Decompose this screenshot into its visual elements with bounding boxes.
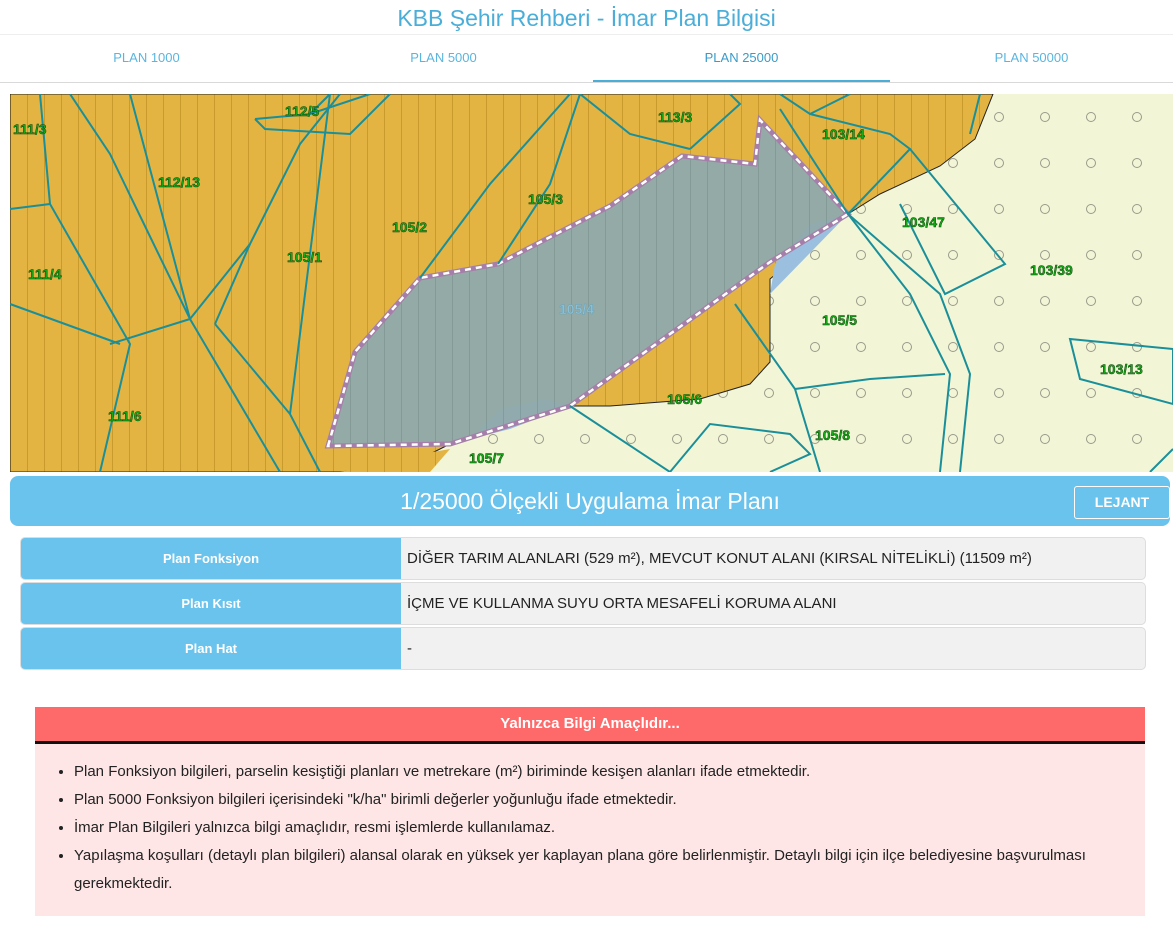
page-title: KBB Şehir Rehberi - İmar Plan Bilgisi <box>0 0 1173 35</box>
parcel-label: 112/5 <box>285 103 320 119</box>
parcel-label: 103/39 <box>1030 262 1073 278</box>
row-label: Plan Hat <box>21 628 401 669</box>
row-label: Plan Fonksiyon <box>21 538 401 579</box>
row-value: DİĞER TARIM ALANLARI (529 m²), MEVCUT KONUT ALANI (KIRSAL NİTELİKLİ) (11509 m²) <box>407 550 1032 567</box>
parcel-label: 105/6 <box>667 391 703 407</box>
row-label: Plan Kısıt <box>21 583 401 624</box>
plan-scale-tabs <box>0 35 1173 83</box>
plan-title: 1/25000 Ölçekli Uygulama İmar Planı <box>400 488 780 514</box>
row-value: - <box>407 640 412 657</box>
legend-button[interactable]: LEJANT <box>1074 486 1170 519</box>
tab-plan-50000[interactable]: PLAN 50000 <box>994 50 1069 65</box>
parcel-label: 105/7 <box>469 450 505 466</box>
plan-kisit-row <box>20 582 1146 625</box>
parcel-label: 103/14 <box>822 126 865 142</box>
plan-fonksiyon-row <box>20 537 1146 580</box>
plan-map[interactable] <box>10 94 1173 472</box>
tab-plan-5000[interactable]: PLAN 5000 <box>410 50 477 65</box>
parcel-label: 113/3 <box>658 109 693 125</box>
notice-list <box>35 758 1114 898</box>
plan-hat-row <box>20 627 1146 670</box>
parcel-label: 111/4 <box>28 266 62 282</box>
notice-item: • Yapılaşma koşulları (detaylı plan bilgileri) alansal olarak en yüksek yer kaplayan plana göre belirlenmiştir. Detaylı bilgi için ilçe belediyesine başvurulması gerekmektedir. <box>74 842 1114 898</box>
plan-header-bar <box>10 476 1170 526</box>
parcel-label: 105/5 <box>822 312 858 328</box>
info-notice <box>35 707 1145 916</box>
row-value: İÇME VE KULLANMA SUYU ORTA MESAFELİ KORUMA ALANI <box>407 595 837 612</box>
notice-item: • Plan 5000 Fonksiyon bilgileri içerisindeki "k/ha" birimli değerler yoğunluğu ifade etmektedir. <box>74 786 1114 814</box>
notice-item: • İmar Plan Bilgileri yalnızca bilgi amaçlıdır, resmi işlemlerde kullanılamaz. <box>74 814 1114 842</box>
parcel-label: 103/13 <box>1100 361 1143 377</box>
parcel-label: 105/4 <box>559 301 595 317</box>
parcel-label: 103/47 <box>902 214 945 230</box>
parcel-label: 111/3 <box>13 121 47 137</box>
parcel-label: 105/2 <box>392 219 428 235</box>
parcel-label: 105/8 <box>815 427 851 443</box>
notice-item: • Plan Fonksiyon bilgileri, parselin kesiştiği planları ve metrekare (m²) biriminde kesişen alanları ifade etmektedir. <box>74 758 1114 786</box>
parcel-label: 112/13 <box>158 174 201 190</box>
parcel-label: 105/3 <box>528 191 564 207</box>
parcel-label: 105/1 <box>287 249 323 265</box>
tab-plan-1000[interactable]: PLAN 1000 <box>113 50 180 65</box>
notice-title: Yalnızca Bilgi Amaçlıdır... <box>35 707 1145 744</box>
parcel-label: 111/6 <box>108 408 142 424</box>
tab-plan-25000[interactable]: PLAN 25000 <box>593 35 890 82</box>
